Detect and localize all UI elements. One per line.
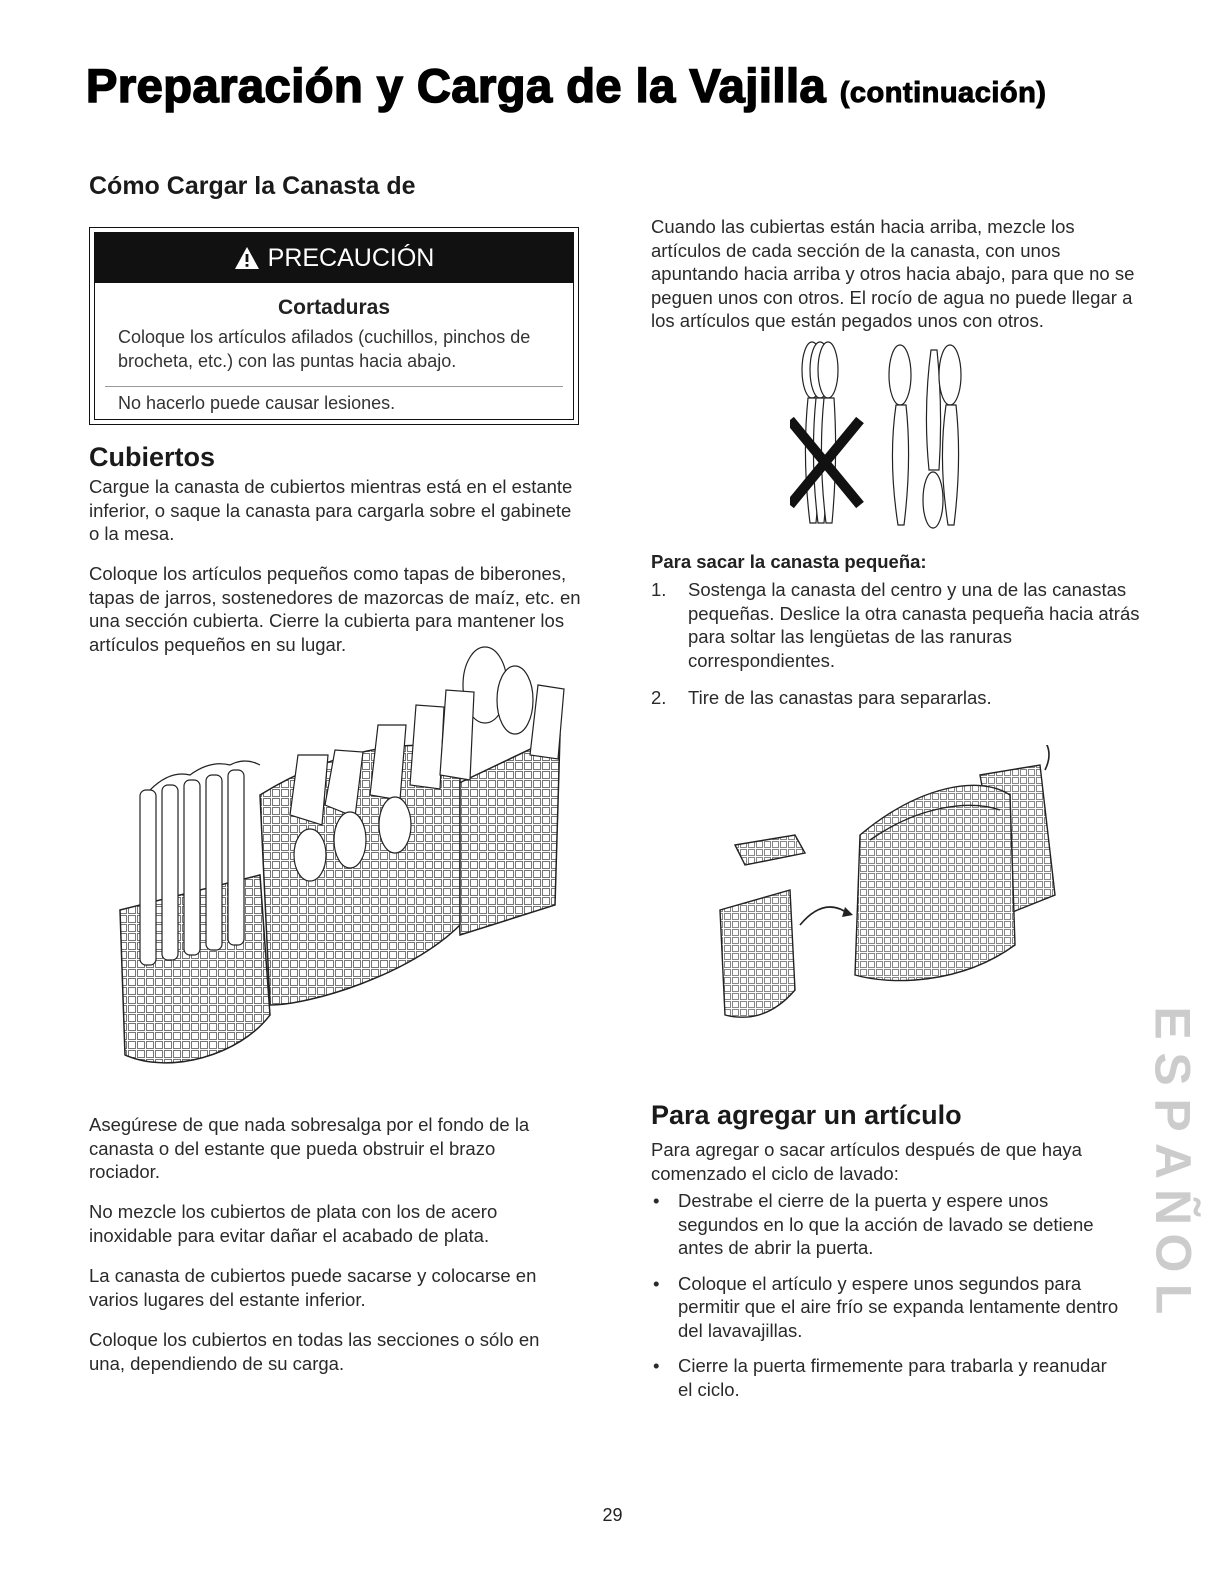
add-item-intro: Para agregar o sacar artículos después de que haya comenzado el ciclo de lavado: bbox=[651, 1139, 1082, 1184]
page-title-suffix: (continuación) bbox=[839, 77, 1047, 109]
bullet-item: • Cierre la puerta firmemente para trabarla y reanudar el ciclo. bbox=[653, 1355, 1107, 1400]
caution-inner-border bbox=[94, 232, 574, 420]
separated-baskets-illustration bbox=[700, 745, 1080, 1035]
bullet-text: Destrabe el cierre de la puerta y espere unos segundos en lo que la acción de lavado se detiene antes de abrir la puerta. bbox=[678, 1190, 1094, 1258]
mix-items-paragraph: Cuando las cubiertas están hacia arriba, mezcle los artículos de cada sección de la canasta, con unos apuntando hacia arriba y otros hacia abajo, para que no se peguen unos con otros. El rocío de agua no puede llegar a los artículos que están pegados unos con otros. bbox=[651, 216, 1135, 331]
caution-box bbox=[89, 227, 579, 425]
cubiertos-paragraph-1: Cargue la canasta de cubiertos mientras está en el estante inferior, o saque la canasta para cargarla sobre el gabinete o la mesa. bbox=[89, 476, 573, 544]
warning-triangle-icon bbox=[234, 246, 260, 270]
sidebar-letter: S bbox=[1144, 1052, 1201, 1086]
section-heading-basket: Cómo Cargar la Canasta de bbox=[89, 172, 416, 200]
page-title-text: Preparación y Carga de la Vajilla bbox=[86, 59, 827, 112]
caution-label: PRECAUCIÓN bbox=[267, 243, 435, 272]
language-tab-espanol bbox=[1144, 1000, 1201, 1322]
caution-banner bbox=[95, 233, 573, 283]
cubiertos-paragraph-3: Asegúrese de que nada sobresalga por el fondo de la canasta o del estante que pueda obstruir el brazo rociador. bbox=[89, 1114, 530, 1182]
page-title bbox=[86, 58, 1046, 113]
bullet-item: • Destrabe el cierre de la puerta y espere unos segundos en lo que la acción de lavado se detiene antes de abrir la puerta. bbox=[653, 1190, 1094, 1258]
step-number: 1. bbox=[651, 579, 667, 600]
silverware-basket-illustration bbox=[110, 645, 580, 1095]
section-heading-cubiertos: Cubiertos bbox=[89, 442, 216, 472]
sidebar-letter: Ñ bbox=[1144, 1188, 1201, 1226]
bullet-item: • Coloque el artículo y espere unos segundos para permitir que el aire frío se expanda lentamente dentro del lavavajillas. bbox=[653, 1272, 1119, 1341]
step-item bbox=[651, 686, 1141, 710]
cubiertos-paragraph-2: Coloque los artículos pequeños como tapas de biberones, tapas de jarros, sostenedores de mazorcas de maíz, etc. en una sección cubierta. Cierre la cubierta para mantener los artículos pequeños en su lugar. bbox=[89, 563, 581, 655]
cubiertos-paragraph-5: La canasta de cubiertos puede sacarse y colocarse en varios lugares del estante inferior. bbox=[89, 1265, 537, 1310]
caution-divider bbox=[105, 386, 563, 387]
add-item-bullets bbox=[651, 1189, 1121, 1413]
cubiertos-paragraph-4: No mezcle los cubiertos de plata con los de acero inoxidable para evitar dañar el acabado de plata. bbox=[89, 1201, 498, 1246]
sidebar-letter: A bbox=[1144, 1142, 1201, 1180]
cubiertos-paragraph-6: Coloque los cubiertos en todas las secciones o sólo en una, dependiendo de su carga. bbox=[89, 1329, 540, 1374]
sidebar-letter: L bbox=[1144, 1283, 1201, 1315]
step-text: Tire de las canastas para separarlas. bbox=[688, 687, 992, 708]
sidebar-letter: P bbox=[1144, 1098, 1201, 1132]
step-item bbox=[651, 578, 1141, 672]
caution-text-1: Coloque los artículos afilados (cuchillos, pinchos de brocheta, etc.) con las puntas hacia abajo. bbox=[118, 327, 531, 371]
remove-basket-heading: Para sacar la canasta pequeña: bbox=[651, 551, 927, 572]
nested-spoons-illustration bbox=[790, 340, 980, 530]
page-number: 29 bbox=[602, 1505, 623, 1525]
sidebar-letter: O bbox=[1145, 1233, 1201, 1273]
caution-text-2: No hacerlo puede causar lesiones. bbox=[118, 393, 396, 413]
bullet-text: Coloque el artículo y espere unos segundos para permitir que el aire frío se expanda lentamente dentro del lavavajillas. bbox=[678, 1272, 1119, 1341]
remove-basket-steps bbox=[651, 578, 1141, 724]
step-number: 2. bbox=[651, 687, 667, 708]
caution-subtitle: Cortaduras bbox=[277, 296, 391, 319]
add-item-heading: Para agregar un artículo bbox=[651, 1100, 962, 1130]
step-text: Sostenga la canasta del centro y una de las canastas pequeñas. Deslice la otra canasta pequeña hacia atrás para soltar las lengüetas de las ranuras correspondientes. bbox=[688, 579, 1140, 671]
bullet-text: Cierre la puerta firmemente para trabarla y reanudar el ciclo. bbox=[678, 1355, 1107, 1400]
sidebar-letter: E bbox=[1144, 1006, 1201, 1040]
